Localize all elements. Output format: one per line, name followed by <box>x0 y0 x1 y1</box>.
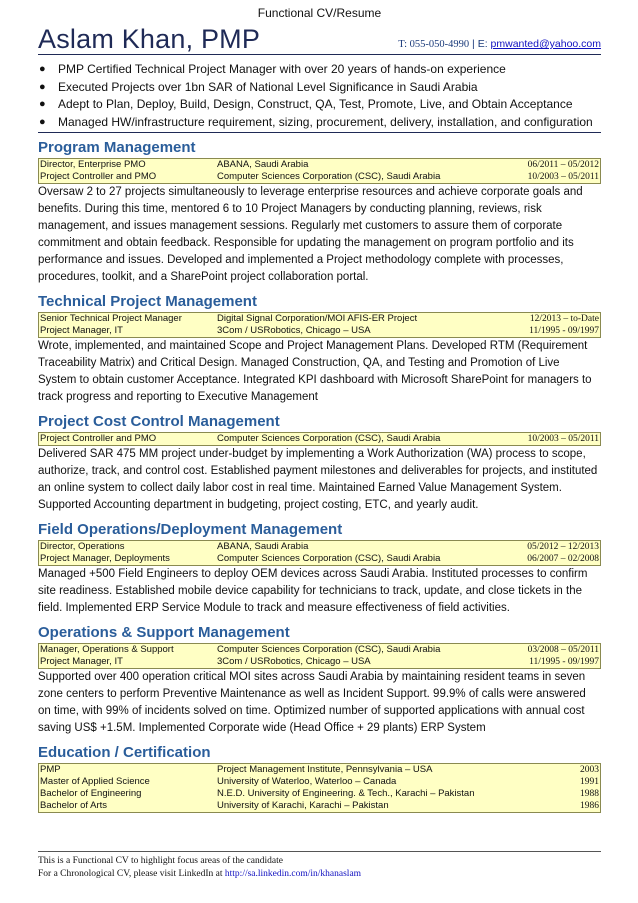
job-row: Director, Operations ABANA, Saudi Arabia 05/2012 – 12/2013 <box>40 541 599 552</box>
bullet-icon: ● <box>39 115 46 128</box>
section-operations-support <box>38 623 601 737</box>
document-type-label: Functional CV/Resume <box>257 6 382 20</box>
resume-page <box>38 0 601 813</box>
job-row: Director, Enterprise PMO ABANA, Saudi Arabia 06/2011 – 05/2012 <box>40 159 599 170</box>
summary-item: ● Executed Projects over 1bn SAR of National Level Significance in Saudi Arabia <box>38 79 601 97</box>
job-row: Project Manager, IT 3Com / USRobotics, Chicago – USA 11/1995 - 09/1997 <box>40 656 599 667</box>
page-footer <box>38 851 601 880</box>
footer-linkedin-line: For a Chronological CV, please visit LinkedIn at http://sa.linkedin.com/in/khanaslam <box>38 868 362 879</box>
section-field-operations <box>38 520 601 617</box>
phone-number: T: 055-050-4990 <box>398 39 470 50</box>
education-row: Bachelor of Engineering N.E.D. University of Engineering. & Tech., Karachi – Pakistan 1988 <box>40 788 599 799</box>
section-cost-control <box>38 412 601 514</box>
job-row: Manager, Operations & Support Computer Sciences Corporation (CSC), Saudi Arabia 03/2008 – 05/2011 <box>40 644 599 655</box>
linkedin-link[interactable]: http://sa.linkedin.com/in/khanaslam <box>224 868 362 879</box>
job-table <box>38 540 601 566</box>
education-row: PMP Project Management Institute, Pennsylvania – USA 2003 <box>40 764 599 775</box>
summary-item: ● PMP Certified Technical Project Manager with over 20 years of hands-on experience <box>38 61 601 79</box>
section-program-management <box>38 138 601 286</box>
section-description: Delivered SAR 475 MM project under-budget by implementing a Work Authorization (WA) process to scope, authorize, track, and control cost. Established payment milestones and deliverables for projects, and instituted an online system to collect daily labor cost in real time. Maintained Earned Value Management System. Supported Accounting department in budgeting, project costing, ETC, and yearly audit. <box>38 448 598 511</box>
job-table <box>38 432 601 446</box>
section-education <box>38 743 601 813</box>
bullet-icon: ● <box>39 80 46 93</box>
email-link[interactable]: pmwanted@yahoo.com <box>490 38 601 50</box>
education-row: Master of Applied Science University of Waterloo, Waterloo – Canada 1991 <box>40 776 599 787</box>
job-table <box>38 312 601 338</box>
summary-list <box>38 61 601 131</box>
section-technical-project-management <box>38 292 601 406</box>
section-title: Education / Certification <box>38 744 211 761</box>
job-row: Project Manager, IT 3Com / USRobotics, Chicago – USA 11/1995 - 09/1997 <box>40 325 599 336</box>
job-row: Senior Technical Project Manager Digital Signal Corporation/MOI AFIS-ER Project 12/2013 – to-Date <box>40 313 599 324</box>
divider <box>38 132 601 133</box>
section-title: Technical Project Management <box>38 293 257 310</box>
education-table <box>38 763 601 813</box>
section-title: Field Operations/Deployment Management <box>38 521 343 538</box>
job-table <box>38 643 601 669</box>
section-description: Wrote, implemented, and maintained Scope and Project Management Plans. Developed RTM (Requirement Traceability Matrix) and Critical Design. Managed Construction, QA, and Testing and Promotion of Live System to obtain customer Acceptance. Integrated KPI dashboard with Microsoft SharePoint for managers to track progress and reporting to Executive Management <box>38 340 592 403</box>
name-header <box>38 21 601 55</box>
section-title: Project Cost Control Management <box>38 413 280 430</box>
candidate-name: Aslam Khan, PMP <box>38 24 261 54</box>
job-row: Project Controller and PMO Computer Sciences Corporation (CSC), Saudi Arabia 10/2003 – 05/2011 <box>40 171 599 182</box>
contact-separator: | <box>469 38 478 50</box>
job-row: Project Controller and PMO Computer Sciences Corporation (CSC), Saudi Arabia 10/2003 – 05/2011 <box>40 433 599 444</box>
section-description: Oversaw 2 to 27 projects simultaneously to leverage enterprise resources and achieve corporate goals and benefits. During this time, mentored 6 to 10 Project Managers by conducting planning, reviews, risk management, and issues management sessions. Regularly met customers to assure them of corporate commitment and obtain feedback. Responsible for updating the management on program portfolio and its performance and issues. Developed and implemented a Project methodology complete with processes, procedures, toolkit, and a SharePoint project collaboration portal. <box>38 186 583 283</box>
section-description: Supported over 400 operation critical MOI sites across Saudi Arabia by maintaining resident teams in seven zone centers to perform Preventive Maintenance as well as Incident Support. 99.9% of calls were answered on time, with 99% of incidents solved on time. Optimized number of supported applications with annual cost saving US$ +1.5M. Implemented Corporate wide (Head Office + 29 plants) ERP System <box>38 671 586 734</box>
bullet-icon: ● <box>39 63 46 75</box>
job-row: Project Manager, Deployments Computer Sciences Corporation (CSC), Saudi Arabia 06/2007 – 02/2008 <box>40 553 599 564</box>
summary-item: ● Adept to Plan, Deploy, Build, Design, Construct, QA, Test, Promote, Live, and Obtain Acceptance <box>38 96 601 114</box>
section-title: Operations & Support Management <box>38 624 290 641</box>
contact-info <box>398 38 601 54</box>
section-description: Managed +500 Field Engineers to deploy OEM devices across Saudi Arabia. Instituted processes to confirm site readiness. Established mobile device capability for technicians to track, update, and close tickets in the field. Implemented ERP Service Module to track and measure effectiveness of field activities. <box>38 568 588 614</box>
footer-note: This is a Functional CV to highlight focus areas of the candidate <box>38 856 283 866</box>
education-row: Bachelor of Arts University of Karachi, Karachi – Pakistan 1986 <box>40 800 599 811</box>
summary-item: ● Managed HW/infrastructure requirement, sizing, procurement, delivery, installation, and configuration <box>38 114 601 132</box>
job-table <box>38 158 601 184</box>
bullet-icon: ● <box>39 98 46 110</box>
email-prefix: E: <box>477 38 491 50</box>
section-title: Program Management <box>38 139 196 156</box>
